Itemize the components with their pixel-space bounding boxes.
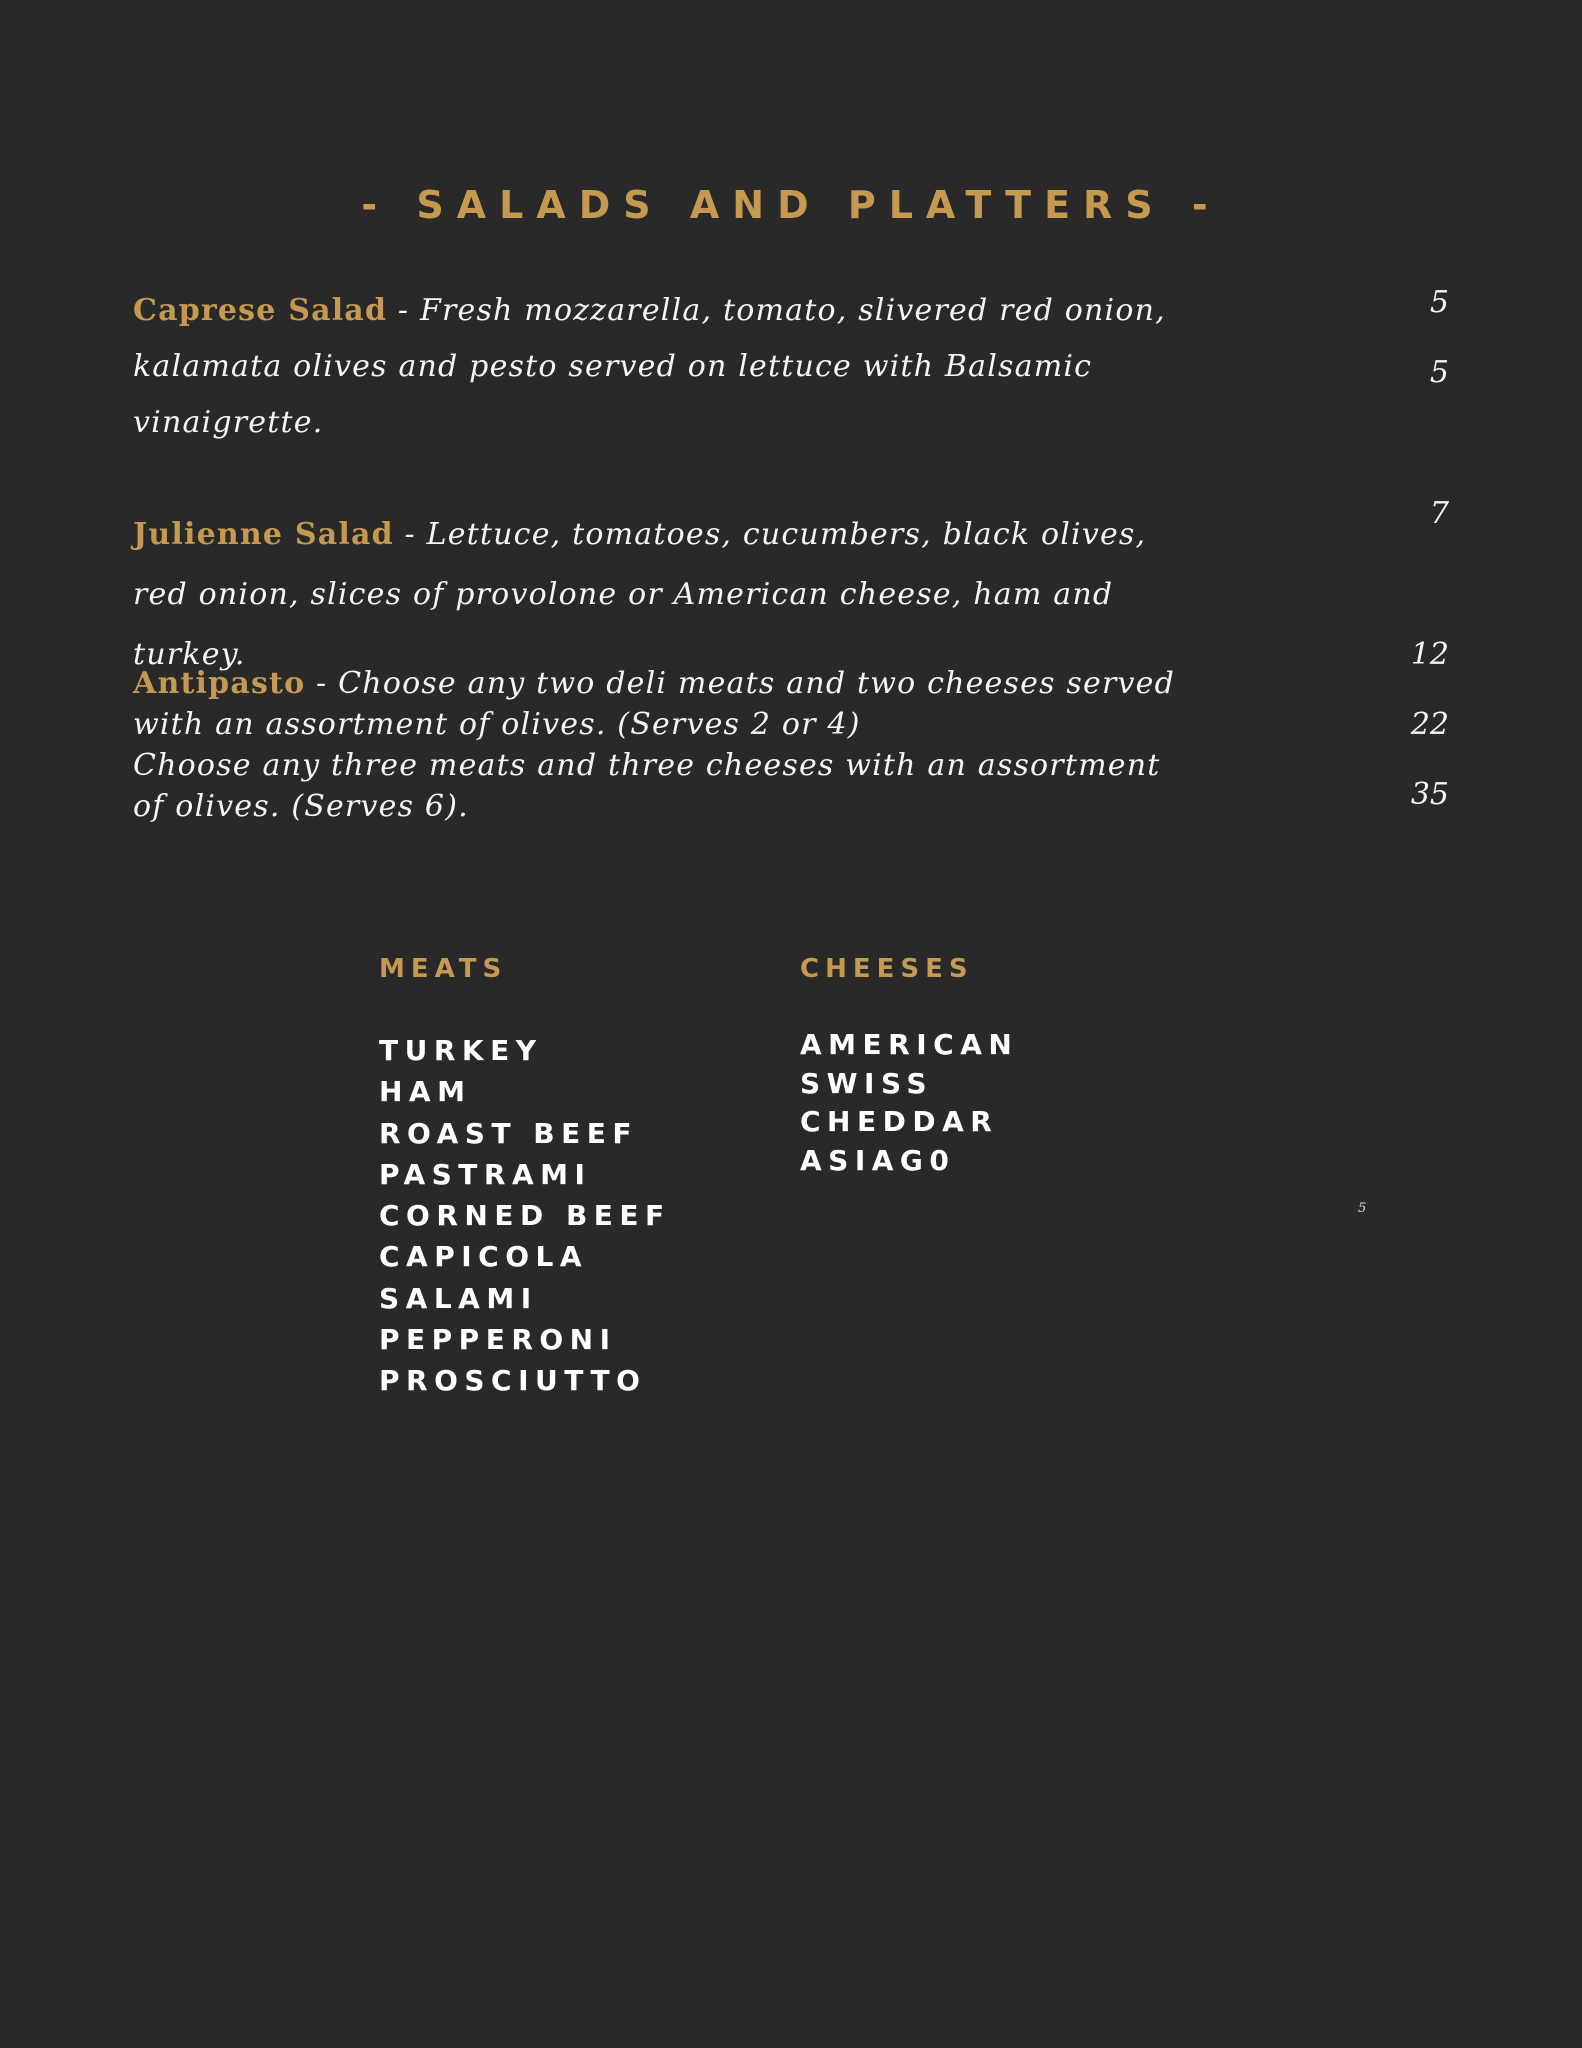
section-title: - SALADS AND PLATTERS - — [361, 183, 1221, 227]
item-description: Fresh mozzarella, tomato, slivered red onion, kalamata olives and pesto served on lettuce with Balsamic vinaigrette. — [133, 293, 1166, 440]
menu-item-caprese-salad — [133, 283, 1193, 451]
price-antipasto-1: 12 — [1410, 637, 1449, 672]
meats-list — [379, 1030, 671, 1402]
menu-item-julienne-salad — [133, 505, 1193, 685]
price-antipasto-3: 35 — [1410, 777, 1449, 812]
cheese-item: ASIAG0 — [800, 1143, 956, 1177]
item-text — [133, 505, 1193, 685]
cheese-item: CHEDDAR — [800, 1105, 999, 1138]
price-caprese-2: 5 — [1429, 355, 1449, 390]
item-separator: - — [387, 293, 420, 328]
item-description-alt: Choose any three meats and three cheeses with an assortment of olives. (Serves 6). — [133, 748, 1161, 824]
meat-item: TURKEY — [379, 1034, 543, 1067]
meat-item: ROAST BEEF — [379, 1116, 639, 1150]
price-julienne: 7 — [1429, 496, 1449, 531]
meat-item: CAPICOLA — [379, 1240, 589, 1274]
meat-item: CORNED BEEF — [379, 1199, 671, 1233]
meat-item: PROSCIUTTO — [379, 1364, 647, 1398]
cheeses-list — [800, 1026, 1018, 1180]
price-antipasto-2: 22 — [1410, 707, 1449, 742]
item-separator: - — [393, 517, 427, 552]
cheese-item: AMERICAN — [800, 1028, 1019, 1061]
meat-item: HAM — [379, 1075, 472, 1109]
meat-item: PASTRAMI — [379, 1157, 592, 1191]
item-name: Julienne Salad — [133, 517, 394, 552]
meat-item: PEPPERONI — [379, 1323, 617, 1357]
meats-heading: MEATS — [379, 954, 508, 984]
cheeses-heading: CHEESES — [800, 954, 974, 984]
item-name: Caprese Salad — [133, 293, 388, 328]
meat-item: SALAMI — [379, 1281, 538, 1315]
item-description: Lettuce, tomatoes, cucumbers, black olives, red onion, slices of provolone or American cheese, ham and turkey. — [133, 517, 1147, 672]
item-text — [133, 283, 1193, 451]
price-caprese-1: 5 — [1429, 285, 1449, 320]
menu-item-antipasto — [133, 663, 1193, 827]
item-name: Antipasto — [133, 666, 306, 701]
cheese-item: SWISS — [800, 1066, 934, 1100]
page-number: 5 — [1358, 1201, 1367, 1216]
item-separator: - — [305, 666, 339, 701]
item-description: Choose any two deli meats and two cheeses served with an assortment of olives. (Serves 2 or 4) — [133, 666, 1175, 742]
item-text — [133, 663, 1193, 745]
